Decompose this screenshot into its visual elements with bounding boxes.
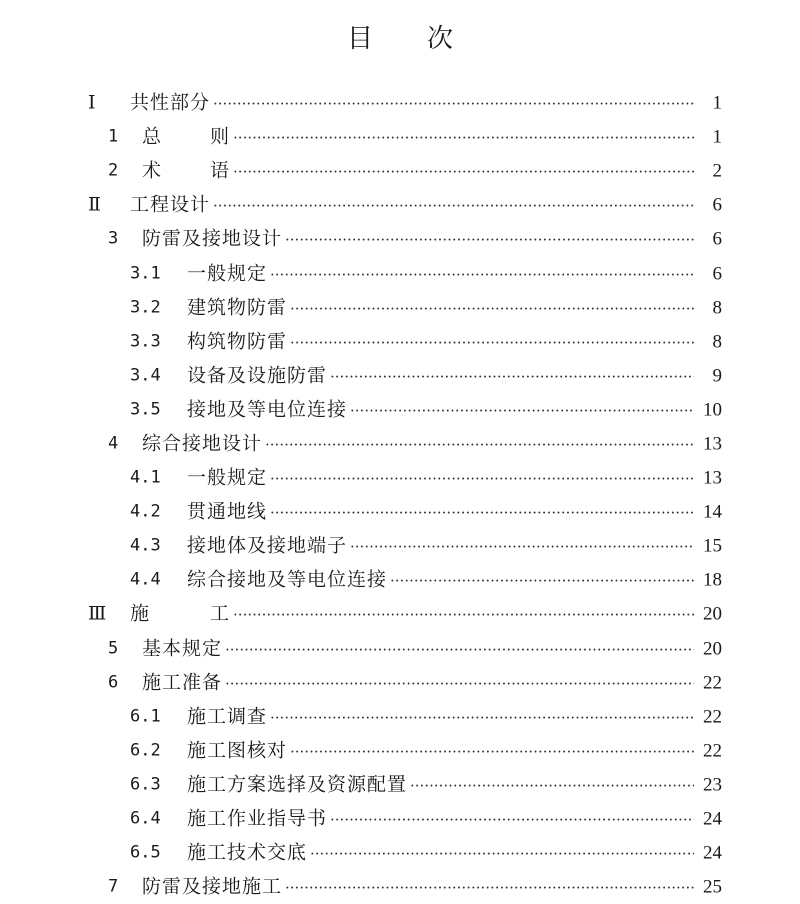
toc-chapter-row[interactable] xyxy=(0,154,800,188)
toc-label: 基本规定 xyxy=(142,637,223,660)
table-of-contents xyxy=(0,86,800,904)
toc-page-number: 25 xyxy=(703,876,722,898)
toc-label-char: 术 xyxy=(142,159,163,182)
toc-section-row[interactable] xyxy=(0,256,800,290)
toc-label: 防雷及接地设计 xyxy=(142,227,283,250)
toc-entry xyxy=(187,400,700,419)
toc-section-row[interactable] xyxy=(0,325,800,359)
dot-leader xyxy=(290,335,694,350)
title-char-2: 次 xyxy=(427,24,454,54)
toc-entry xyxy=(187,568,700,591)
toc-label-char: 施 xyxy=(130,602,151,625)
toc-entry xyxy=(187,707,700,726)
toc-entry xyxy=(187,298,700,317)
toc-label: 接地及等电位连接 xyxy=(187,398,348,421)
page-title xyxy=(0,18,800,55)
toc-page-number: 8 xyxy=(712,331,722,353)
toc-page-number: 22 xyxy=(703,740,722,762)
dot-leader xyxy=(270,472,694,487)
toc-entry xyxy=(142,673,700,692)
toc-section-row[interactable] xyxy=(0,802,800,836)
toc-label: 接地体及接地端子 xyxy=(187,534,348,557)
toc-page-number: 24 xyxy=(703,842,722,864)
toc-number: 4.3 xyxy=(130,535,161,556)
toc-page-number: 24 xyxy=(703,808,722,830)
toc-entry xyxy=(187,775,700,794)
toc-page-number: 20 xyxy=(703,603,722,625)
toc-part-row[interactable] xyxy=(0,188,800,222)
toc-number: 3.1 xyxy=(130,263,161,284)
toc-entry xyxy=(142,875,700,898)
toc-section-row[interactable] xyxy=(0,836,800,870)
toc-number: 6 xyxy=(108,672,119,693)
toc-entry xyxy=(142,639,700,658)
dot-leader xyxy=(310,847,694,862)
toc-number: Ⅱ xyxy=(88,194,101,216)
toc-label: 施工准备 xyxy=(142,671,223,694)
dot-leader xyxy=(285,881,694,896)
toc-section-row[interactable] xyxy=(0,291,800,325)
toc-page-number: 22 xyxy=(703,672,722,694)
toc-number: 1 xyxy=(108,126,119,147)
toc-page-number: 10 xyxy=(703,399,722,421)
toc-entry xyxy=(187,466,700,489)
toc-label: 共性部分 xyxy=(130,91,211,114)
toc-label: 一般规定 xyxy=(187,466,268,489)
toc-entry xyxy=(142,125,700,148)
dot-leader xyxy=(285,233,694,248)
toc-number: 4 xyxy=(108,433,119,454)
toc-label: 构筑物防雷 xyxy=(187,330,288,353)
dot-leader xyxy=(270,506,694,521)
toc-label-char: 则 xyxy=(210,125,231,148)
toc-number: 4.4 xyxy=(130,569,161,590)
toc-label-char: 工 xyxy=(210,602,231,625)
toc-number: 5 xyxy=(108,638,119,659)
toc-section-row[interactable] xyxy=(0,734,800,768)
toc-page-number: 23 xyxy=(703,774,722,796)
dot-leader xyxy=(233,608,694,623)
dot-leader xyxy=(290,744,694,759)
toc-label xyxy=(142,159,231,182)
toc-chapter-row[interactable] xyxy=(0,870,800,904)
toc-entry xyxy=(130,602,700,625)
toc-page-number: 9 xyxy=(712,365,722,387)
toc-label: 施工方案选择及资源配置 xyxy=(187,773,408,796)
toc-entry xyxy=(187,264,700,283)
dot-leader xyxy=(290,301,694,316)
toc-entry xyxy=(130,193,700,216)
toc-label-char: 总 xyxy=(142,125,163,148)
toc-section-row[interactable] xyxy=(0,529,800,563)
toc-entry xyxy=(187,807,700,830)
toc-number: 4.2 xyxy=(130,501,161,522)
toc-label: 施工调查 xyxy=(187,705,268,728)
toc-chapter-row[interactable] xyxy=(0,120,800,154)
toc-label xyxy=(130,602,231,625)
toc-label: 施工图核对 xyxy=(187,739,288,762)
toc-number: Ⅲ xyxy=(88,603,107,625)
toc-page-number: 22 xyxy=(703,706,722,728)
toc-section-row[interactable] xyxy=(0,393,800,427)
toc-label: 一般规定 xyxy=(187,262,268,285)
toc-entry xyxy=(187,500,700,523)
toc-label: 设备及设施防雷 xyxy=(187,364,328,387)
toc-label: 工程设计 xyxy=(130,193,211,216)
toc-page-number: 1 xyxy=(712,92,722,114)
toc-page-number: 8 xyxy=(712,297,722,319)
toc-chapter-row[interactable] xyxy=(0,427,800,461)
toc-chapter-row[interactable] xyxy=(0,222,800,256)
toc-entry xyxy=(187,534,700,557)
dot-leader xyxy=(330,369,694,384)
toc-entry xyxy=(142,227,700,250)
toc-entry xyxy=(187,841,700,864)
toc-section-row[interactable] xyxy=(0,563,800,597)
toc-number: 6.3 xyxy=(130,774,161,795)
dot-leader xyxy=(270,267,694,282)
toc-entry xyxy=(187,741,700,760)
toc-page-number: 6 xyxy=(712,228,722,250)
toc-entry xyxy=(187,332,700,351)
dot-leader xyxy=(233,165,694,180)
toc-label: 综合接地及等电位连接 xyxy=(187,568,388,591)
toc-page-number: 13 xyxy=(703,433,722,455)
toc-page-number: 6 xyxy=(712,263,722,285)
toc-number: 6.1 xyxy=(130,706,161,727)
toc-number: 3.4 xyxy=(130,365,161,386)
toc-number: 3.3 xyxy=(130,331,161,352)
toc-section-row[interactable] xyxy=(0,461,800,495)
dot-leader xyxy=(233,131,694,146)
dot-leader xyxy=(213,97,694,112)
toc-number: 4.1 xyxy=(130,467,161,488)
toc-number: 6.4 xyxy=(130,808,161,829)
toc-label: 综合接地设计 xyxy=(142,432,263,455)
toc-part-row[interactable] xyxy=(0,86,800,120)
toc-label: 建筑物防雷 xyxy=(187,296,288,319)
toc-label: 施工技术交底 xyxy=(187,841,308,864)
toc-entry xyxy=(142,159,700,182)
toc-number: Ⅰ xyxy=(88,92,96,114)
dot-leader xyxy=(350,540,694,555)
toc-number: 6.5 xyxy=(130,842,161,863)
toc-number: 6.2 xyxy=(130,740,161,761)
toc-page-number: 6 xyxy=(712,194,722,216)
dot-leader xyxy=(265,437,694,452)
toc-label: 贯通地线 xyxy=(187,500,268,523)
toc-part-row[interactable] xyxy=(0,597,800,631)
dot-leader xyxy=(213,199,694,214)
toc-number: 2 xyxy=(108,160,119,181)
toc-label: 施工作业指导书 xyxy=(187,807,328,830)
dot-leader xyxy=(225,676,694,691)
toc-entry xyxy=(130,91,700,114)
toc-page-number: 20 xyxy=(703,638,722,660)
toc-number: 7 xyxy=(108,876,119,897)
toc-number: 3 xyxy=(108,228,119,249)
dot-leader xyxy=(225,642,694,657)
toc-chapter-row[interactable] xyxy=(0,666,800,700)
toc-section-row[interactable] xyxy=(0,768,800,802)
toc-section-row[interactable] xyxy=(0,495,800,529)
toc-page-number: 1 xyxy=(712,126,722,148)
toc-page-number: 14 xyxy=(703,501,722,523)
toc-label: 防雷及接地施工 xyxy=(142,875,283,898)
toc-number: 3.2 xyxy=(130,297,161,318)
toc-entry xyxy=(187,366,700,385)
toc-label xyxy=(142,125,231,148)
toc-entry xyxy=(142,434,700,453)
toc-chapter-row[interactable] xyxy=(0,632,800,666)
toc-section-row[interactable] xyxy=(0,359,800,393)
toc-number: 3.5 xyxy=(130,399,161,420)
toc-page-number: 2 xyxy=(712,160,722,182)
toc-section-row[interactable] xyxy=(0,700,800,734)
dot-leader xyxy=(350,403,694,418)
dot-leader xyxy=(390,574,694,589)
toc-page-number: 15 xyxy=(703,535,722,557)
dot-leader xyxy=(410,778,694,793)
toc-label-char: 语 xyxy=(210,159,231,182)
dot-leader xyxy=(330,813,694,828)
toc-page-number: 13 xyxy=(703,467,722,489)
toc-page-number: 18 xyxy=(703,569,722,591)
title-char-1: 目 xyxy=(346,24,373,54)
dot-leader xyxy=(270,710,694,725)
